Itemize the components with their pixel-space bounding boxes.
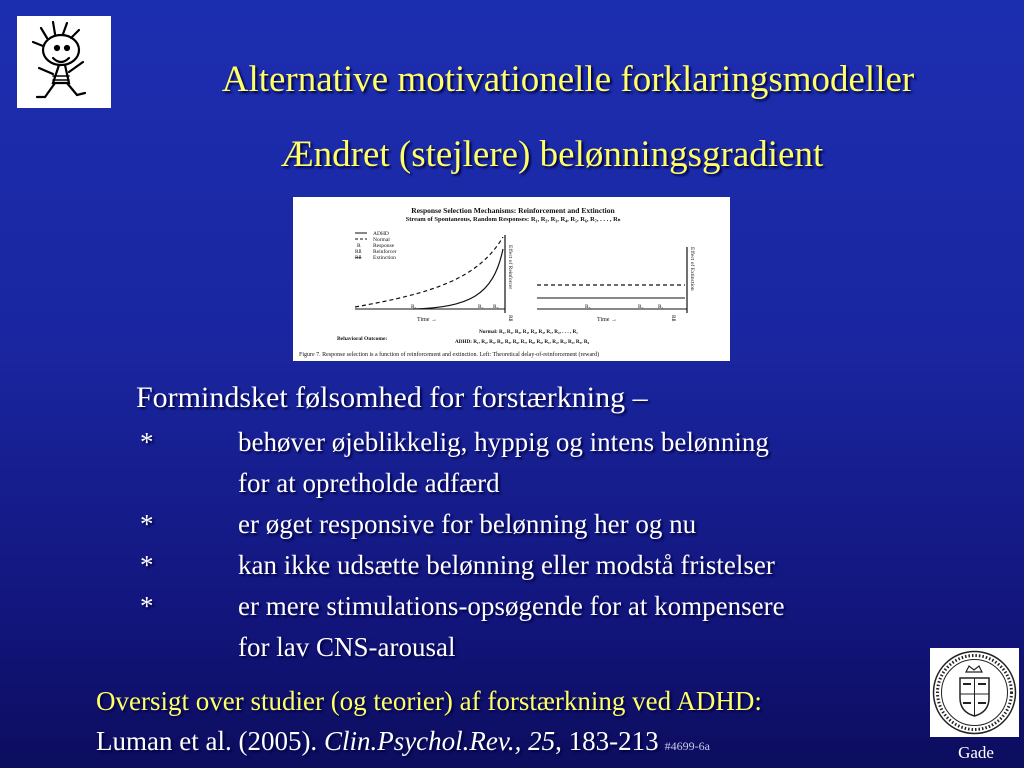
- right-panel: [537, 247, 696, 323]
- left-mark-3: R₃: [493, 304, 499, 310]
- left-corner: Rß: [507, 315, 513, 322]
- university-seal-icon: [930, 648, 1019, 737]
- intro-line: Formindsket følsomhed for forstærkning –: [136, 381, 648, 414]
- citation-authors: Luman et al. (2005).: [96, 726, 324, 756]
- reference-citation: [96, 726, 710, 757]
- right-mark-2: R₂: [638, 304, 644, 310]
- legend-normal: Normal: [373, 237, 390, 243]
- author-label: Gade: [958, 743, 994, 762]
- bullet-text: for at opretholde adfærd: [238, 468, 500, 498]
- right-mark-3: R₁: [658, 304, 664, 310]
- citation-pages: , 183-213: [555, 726, 659, 756]
- adhd-curve: [413, 249, 503, 309]
- figure-stream-line: Stream of Spontaneous, Random Responses: R₁, R₂, R₃, R₄, R₅, R₆, R₇, . . . , Rₙ: [405, 216, 621, 223]
- legend-ext-sym: Rß: [355, 255, 362, 261]
- left-axis-label: Effect of Reinforcer: [507, 245, 513, 290]
- legend-adhd: ADHD: [373, 231, 389, 237]
- legend-extinction: Extinction: [373, 255, 396, 261]
- bullet-text: for lav CNS-arousal: [238, 632, 456, 662]
- slide-title: Alternative motivationelle forklaringsmodeller: [221, 59, 915, 100]
- left-time-label: Time →: [417, 317, 437, 323]
- outcome-normal: Normal: R₁, R₂, R₃, R₁, R₂, R₃, R₁, R₂, . . . , R₁: [479, 329, 578, 335]
- bullet-text: behøver øjeblikkelig, hyppig og intens belønning: [238, 427, 769, 457]
- figure-heading: Response Selection Mechanisms: Reinforcement and Extinction: [411, 206, 615, 215]
- right-mark-1: R₃: [585, 304, 591, 310]
- university-seal: [930, 648, 1019, 737]
- bullet-star: *: [140, 550, 154, 580]
- bullet-text: kan ikke udsætte belønning eller modstå fristelser: [238, 550, 775, 580]
- reinforcement-figure: [293, 197, 730, 361]
- bullet-star: *: [140, 591, 154, 621]
- reference-heading: Oversigt over studier (og teorier) af forstærkning ved ADHD:: [96, 686, 762, 716]
- figure-caption: Figure 7. Response selection is a function of reinforcement and extinction. Left: Theoretical delay-of-reinforcement (reward): [299, 352, 600, 358]
- slide-subtitle: Ændret (stejlere) belønningsgradient: [280, 134, 824, 175]
- left-mark-2: R₂: [478, 304, 484, 310]
- legend-rb-sym: Rß: [355, 249, 362, 255]
- legend-reinforcer: Reinforcer: [373, 249, 397, 255]
- legend-response: Response: [373, 243, 395, 249]
- bullet-text: er mere stimulations-opsøgende for at kompensere: [238, 591, 785, 621]
- outcome-label: Behavioral Outcome:: [337, 336, 388, 342]
- right-corner: Rß: [670, 315, 676, 322]
- citation-journal: Clin.Psychol.Rev., 25: [323, 726, 556, 756]
- outcome-adhd: ADHD: R₁, R₂, R₃, R₄, R₅, R₆, R₇, R₈, R₉, R₁, R₂, R₃, R₄, R₅, R₆: [455, 339, 590, 345]
- legend-r-sym: R: [357, 243, 361, 249]
- bullet-star: *: [140, 427, 154, 457]
- bullet-star: *: [140, 509, 154, 539]
- bullet-text: er øget responsive for belønning her og nu: [238, 509, 697, 539]
- right-time-label: Time →: [597, 317, 617, 323]
- left-mark-1: R₁: [411, 304, 417, 310]
- right-axis-label: Effect of Extinction: [689, 247, 695, 291]
- slide-code: #4699-6a: [664, 739, 710, 753]
